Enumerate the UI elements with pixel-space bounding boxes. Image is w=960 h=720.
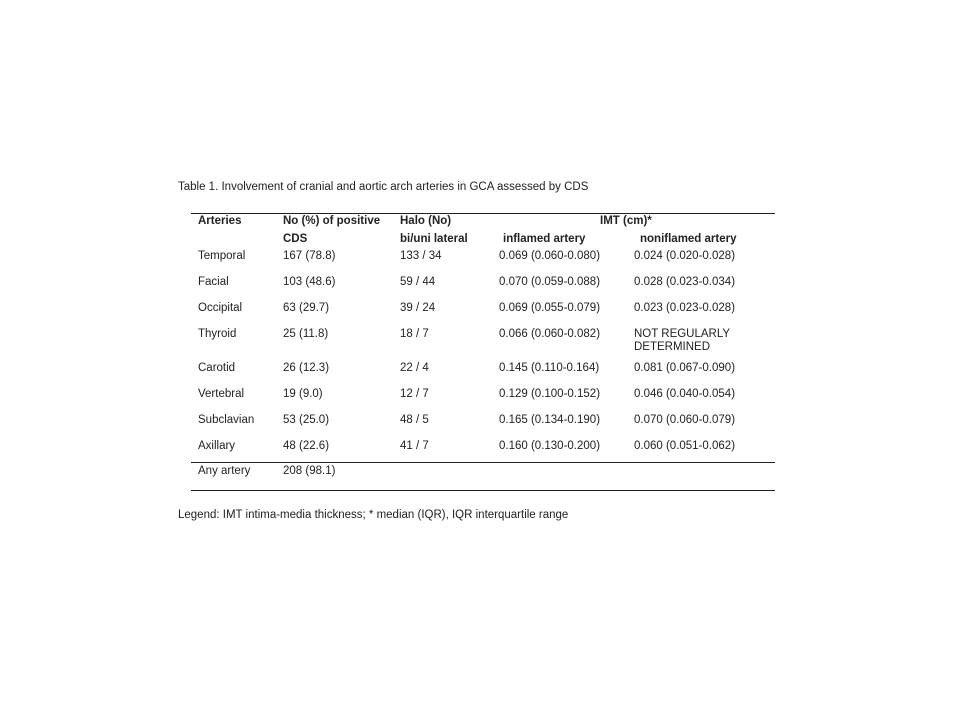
- table-row: [0, 414, 960, 428]
- cell-positive: 25 (11.8): [283, 328, 329, 340]
- header-imt: IMT (cm)*: [600, 215, 652, 227]
- cell-halo: 41 / 7: [400, 440, 429, 452]
- table-total-rule: [191, 462, 775, 463]
- table-row: [0, 440, 960, 454]
- cell-noninflamed: 0.070 (0.060-0.079): [634, 414, 736, 426]
- cell-noninflamed: 0.024 (0.020-0.028): [634, 250, 736, 262]
- cell-artery: Thyroid: [198, 328, 237, 340]
- cell-noninflamed: 0.081 (0.067-0.090): [634, 362, 736, 374]
- cell-positive: 103 (48.6): [283, 276, 336, 288]
- cell-positive: 167 (78.8): [283, 250, 336, 262]
- cell-halo: 48 / 5: [400, 414, 429, 426]
- cell-inflamed: 0.165 (0.134-0.190): [499, 414, 601, 426]
- cell-inflamed: 0.070 (0.059-0.088): [499, 276, 601, 288]
- table-row: [0, 388, 960, 402]
- cell-artery: Temporal: [198, 250, 246, 262]
- cell-noninflamed: 0.023 (0.023-0.028): [634, 302, 736, 314]
- cell-inflamed: 0.066 (0.060-0.082): [499, 328, 601, 340]
- cell-halo: 18 / 7: [400, 328, 429, 340]
- cell-halo: 12 / 7: [400, 388, 429, 400]
- table-caption: Table 1. Involvement of cranial and aortic arch arteries in GCA assessed by CDS: [178, 181, 589, 193]
- cell-halo: 133 / 34: [400, 250, 442, 262]
- total-positive: 208 (98.1): [283, 465, 336, 477]
- cell-noninflamed-2: DETERMINED: [634, 341, 711, 353]
- cell-inflamed: 0.069 (0.055-0.079): [499, 302, 601, 314]
- table-row: [0, 250, 960, 264]
- header-halo-2: bi/uni lateral: [400, 233, 468, 245]
- cell-noninflamed: 0.046 (0.040-0.054): [634, 388, 736, 400]
- cell-positive: 53 (25.0): [283, 414, 330, 426]
- cell-positive: 63 (29.7): [283, 302, 330, 314]
- table-row: [0, 302, 960, 316]
- cell-noninflamed: NOT REGULARLY: [634, 328, 731, 340]
- cell-noninflamed: 0.060 (0.051-0.062): [634, 440, 736, 452]
- cell-inflamed: 0.145 (0.110-0.164): [499, 362, 600, 374]
- table-row: [0, 276, 960, 290]
- cell-inflamed: 0.069 (0.060-0.080): [499, 250, 601, 262]
- header-positive: No (%) of positive: [283, 215, 381, 227]
- header-noninflamed: noniflamed artery: [640, 233, 737, 245]
- cell-artery: Occipital: [198, 302, 243, 314]
- cell-halo: 59 / 44: [400, 276, 436, 288]
- cell-artery: Facial: [198, 276, 229, 288]
- cell-positive: 48 (22.6): [283, 440, 330, 452]
- cell-halo: 39 / 24: [400, 302, 436, 314]
- total-artery: Any artery: [198, 465, 251, 477]
- cell-artery: Subclavian: [198, 414, 255, 426]
- cell-inflamed: 0.129 (0.100-0.152): [499, 388, 601, 400]
- header-inflamed: inflamed artery: [503, 233, 586, 245]
- cell-positive: 19 (9.0): [283, 388, 323, 400]
- table-top-rule: [191, 213, 775, 214]
- cell-artery: Carotid: [198, 362, 236, 374]
- table-row: [0, 362, 960, 376]
- cell-halo: 22 / 4: [400, 362, 429, 374]
- table-row: [0, 328, 960, 353]
- cell-artery: Axillary: [198, 440, 236, 452]
- header-arteries: Arteries: [198, 215, 242, 227]
- table-legend: Legend: IMT intima-media thickness; * median (IQR), IQR interquartile range: [178, 509, 569, 521]
- cell-noninflamed: 0.028 (0.023-0.034): [634, 276, 736, 288]
- cell-inflamed: 0.160 (0.130-0.200): [499, 440, 601, 452]
- header-halo: Halo (No): [400, 215, 452, 227]
- header-positive-2: CDS: [283, 233, 308, 245]
- cell-artery: Vertebral: [198, 388, 245, 400]
- cell-positive: 26 (12.3): [283, 362, 330, 374]
- table-bottom-rule: [191, 490, 775, 491]
